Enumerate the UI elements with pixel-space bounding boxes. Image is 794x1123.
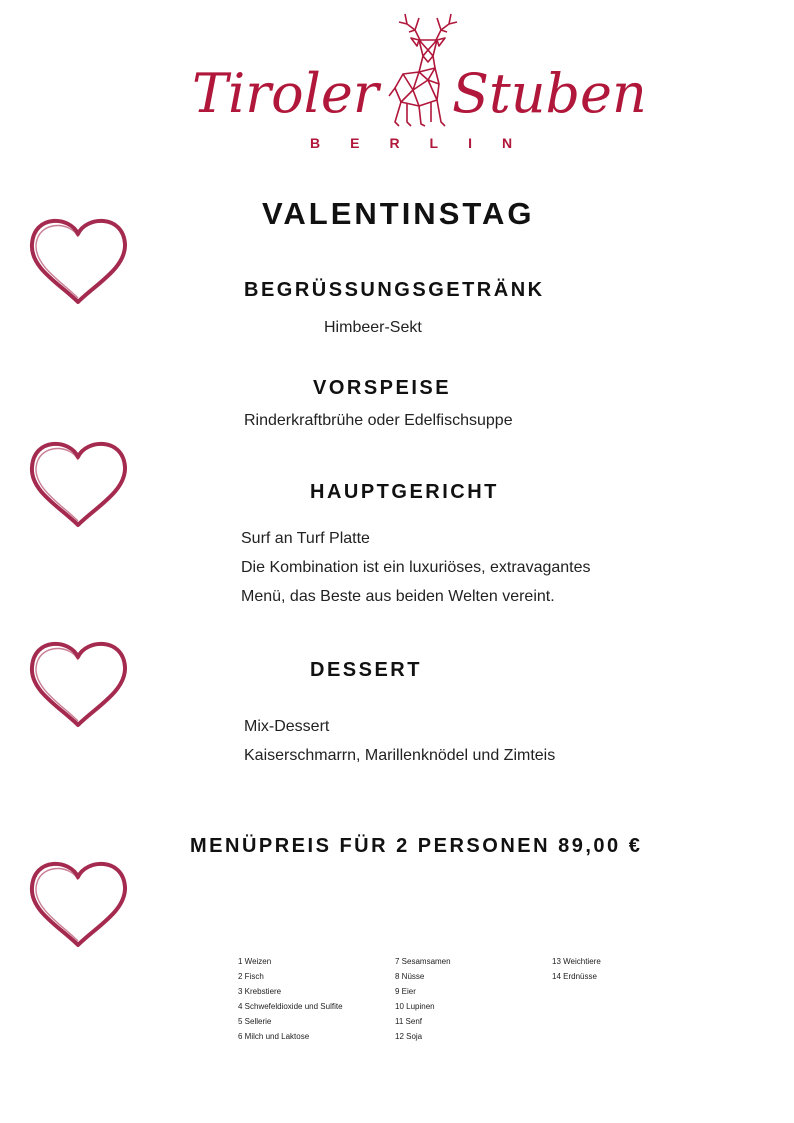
allergen-item: 7 Sesamsamen <box>395 957 451 966</box>
welcome-heading: BEGRÜSSUNGSGETRÄNK <box>244 279 545 301</box>
allergen-column-1 <box>238 954 343 1044</box>
logo-subtitle: BERLIN <box>310 135 543 151</box>
heart-icon <box>26 855 132 951</box>
allergen-item: 3 Krebstiere <box>238 987 282 996</box>
allergen-item: 13 Weichtiere <box>552 957 601 966</box>
welcome-item: Himbeer-Sekt <box>324 319 422 336</box>
allergen-item: 5 Sellerie <box>238 1017 272 1026</box>
dessert-description: Kaiserschmarrn, Marillenknödel und Zimteis <box>244 747 556 764</box>
allergen-item: 12 Soja <box>395 1032 423 1041</box>
heart-icon <box>26 435 132 531</box>
starter-heading: VORSPEISE <box>313 377 452 399</box>
starter-item: Rinderkraftbrühe oder Edelfischsuppe <box>244 412 513 429</box>
allergen-item: 4 Schwefeldioxide und Sulfite <box>238 1002 343 1011</box>
allergen-column-2 <box>395 954 451 1044</box>
allergen-item: 14 Erdnüsse <box>552 972 597 981</box>
menu-price: MENÜPREIS FÜR 2 PERSONEN 89,00 € <box>190 835 643 857</box>
allergen-item: 2 Fisch <box>238 972 264 981</box>
allergen-item: 6 Milch und Laktose <box>238 1032 310 1041</box>
allergen-item: 1 Weizen <box>238 957 272 966</box>
allergen-item: 8 Nüsse <box>395 972 425 981</box>
allergen-item: 11 Senf <box>395 1017 422 1026</box>
allergen-column-3 <box>552 954 601 984</box>
logo-script-right: Stuben <box>452 62 647 125</box>
main-description-line-1: Die Kombination ist ein luxuriöses, extravagantes <box>241 559 591 576</box>
dessert-heading: DESSERT <box>310 659 422 681</box>
page-title: VALENTINSTAG <box>262 196 535 231</box>
dessert-item: Mix-Dessert <box>244 718 330 735</box>
heart-icon <box>26 212 132 308</box>
logo-script-left: Tiroler <box>192 62 379 125</box>
heart-icon <box>26 635 132 731</box>
allergen-item: 10 Lupinen <box>395 1002 435 1011</box>
main-item: Surf an Turf Platte <box>241 530 370 547</box>
allergen-item: 9 Eier <box>395 987 416 996</box>
main-heading: HAUPTGERICHT <box>310 481 499 503</box>
main-description-line-2: Menü, das Beste aus beiden Welten vereint. <box>241 588 555 605</box>
